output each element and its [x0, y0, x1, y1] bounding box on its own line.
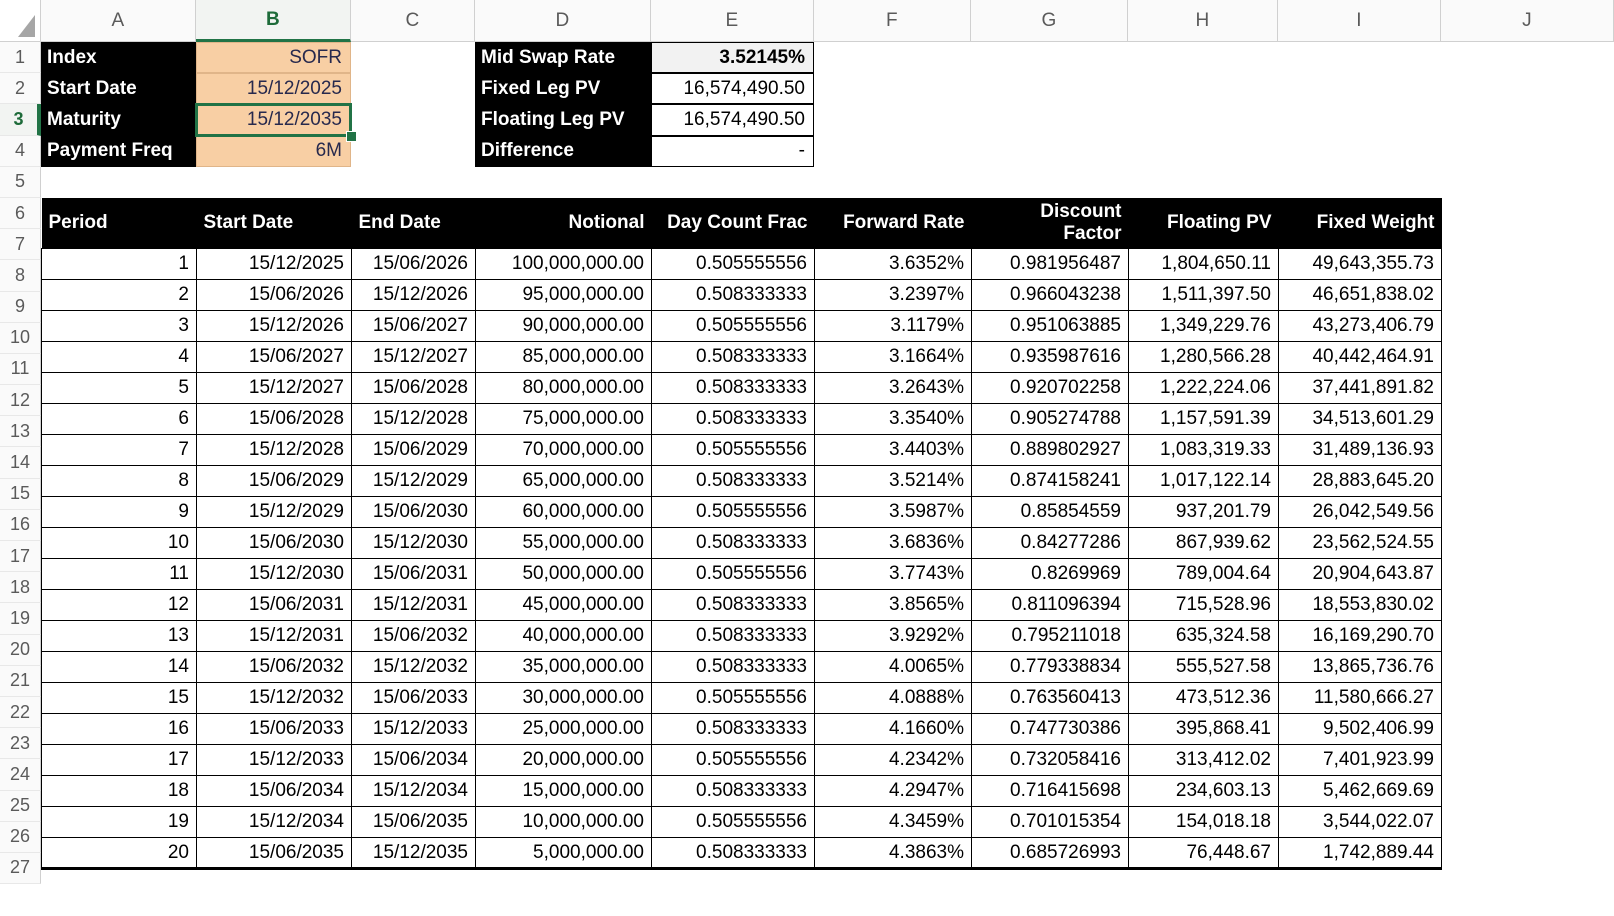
schedule-cell-r9-c1[interactable]: 9 — [42, 497, 197, 528]
schedule-cell-r12-c2[interactable]: 15/06/2031 — [197, 590, 352, 621]
schedule-cell-r19-c7[interactable]: 0.701015354 — [972, 807, 1129, 838]
schedule-cell-r19-c1[interactable]: 19 — [42, 807, 197, 838]
schedule-cell-r18-c8[interactable]: 234,603.13 — [1129, 776, 1279, 807]
schedule-cell-r18-c1[interactable]: 18 — [42, 776, 197, 807]
result-label-difference: Difference — [475, 136, 651, 167]
row-header-2[interactable]: 2 — [0, 73, 41, 104]
schedule-header-forward-rate: Forward Rate — [815, 198, 972, 249]
table-row[interactable] — [42, 280, 1442, 311]
schedule-cell-r20-c3[interactable]: 15/12/2035 — [352, 838, 476, 869]
table-row[interactable] — [42, 590, 1442, 621]
row-header-6[interactable]: 6 — [0, 198, 41, 229]
schedule-cell-r2-c1[interactable]: 2 — [42, 280, 197, 311]
column-header-i[interactable]: I — [1278, 0, 1441, 41]
table-row[interactable] — [42, 652, 1442, 683]
schedule-cell-r2-c3[interactable]: 15/12/2026 — [352, 280, 476, 311]
schedule-cell-r10-c4[interactable]: 55,000,000.00 — [476, 528, 652, 559]
schedule-cell-r2-c6[interactable]: 3.2397% — [815, 280, 972, 311]
schedule-cell-r3-c7[interactable]: 0.951063885 — [972, 311, 1129, 342]
schedule-header-day-count-frac: Day Count Frac — [652, 198, 815, 249]
schedule-cell-r5-c1[interactable]: 5 — [42, 373, 197, 404]
schedule-cell-r16-c2[interactable]: 15/06/2033 — [197, 714, 352, 745]
schedule-cell-r8-c5[interactable]: 0.508333333 — [652, 466, 815, 497]
schedule-cell-r13-c2[interactable]: 15/12/2031 — [197, 621, 352, 652]
schedule-cell-r20-c5[interactable]: 0.508333333 — [652, 838, 815, 869]
schedule-cell-r3-c4[interactable]: 90,000,000.00 — [476, 311, 652, 342]
schedule-cell-r4-c7[interactable]: 0.935987616 — [972, 342, 1129, 373]
schedule-cell-r13-c9[interactable]: 16,169,290.70 — [1279, 621, 1442, 652]
result-value-difference: - — [651, 136, 814, 167]
schedule-cell-r17-c4[interactable]: 20,000,000.00 — [476, 745, 652, 776]
table-row[interactable] — [42, 249, 1442, 280]
schedule-cell-r13-c4[interactable]: 40,000,000.00 — [476, 621, 652, 652]
schedule-cell-r18-c6[interactable]: 4.2947% — [815, 776, 972, 807]
schedule-cell-r2-c5[interactable]: 0.508333333 — [652, 280, 815, 311]
schedule-cell-r14-c1[interactable]: 14 — [42, 652, 197, 683]
schedule-cell-r4-c4[interactable]: 85,000,000.00 — [476, 342, 652, 373]
column-header-g[interactable]: G — [971, 0, 1128, 41]
result-value-floating-leg-pv: 16,574,490.50 — [651, 104, 814, 135]
schedule-cell-r5-c6[interactable]: 3.2643% — [815, 373, 972, 404]
schedule-cell-r7-c8[interactable]: 1,083,319.33 — [1129, 435, 1279, 466]
schedule-cell-r20-c9[interactable]: 1,742,889.44 — [1279, 838, 1442, 869]
row-header-7[interactable]: 7 — [0, 229, 41, 260]
column-header-b[interactable]: B — [196, 0, 351, 42]
schedule-cell-r14-c7[interactable]: 0.779338834 — [972, 652, 1129, 683]
schedule-cell-r15-c2[interactable]: 15/12/2032 — [197, 683, 352, 714]
schedule-cell-r6-c8[interactable]: 1,157,591.39 — [1129, 404, 1279, 435]
trade-input-index[interactable]: SOFR — [196, 42, 351, 73]
row-header-gutter — [0, 42, 41, 916]
row-header-26[interactable]: 26 — [0, 822, 41, 853]
trade-input-start-date[interactable]: 15/12/2025 — [196, 73, 351, 104]
schedule-cell-r17-c2[interactable]: 15/12/2033 — [197, 745, 352, 776]
row-header-19[interactable]: 19 — [0, 603, 41, 634]
schedule-cell-r16-c1[interactable]: 16 — [42, 714, 197, 745]
row-header-8[interactable]: 8 — [0, 260, 41, 291]
schedule-cell-r6-c7[interactable]: 0.905274788 — [972, 404, 1129, 435]
schedule-cell-r8-c1[interactable]: 8 — [42, 466, 197, 497]
schedule-cell-r13-c7[interactable]: 0.795211018 — [972, 621, 1129, 652]
table-row[interactable] — [42, 342, 1442, 373]
schedule-cell-r10-c2[interactable]: 15/06/2030 — [197, 528, 352, 559]
schedule-cell-r15-c6[interactable]: 4.0888% — [815, 683, 972, 714]
schedule-cell-r13-c3[interactable]: 15/06/2032 — [352, 621, 476, 652]
column-header-row — [0, 0, 1614, 42]
schedule-cell-r3-c3[interactable]: 15/06/2027 — [352, 311, 476, 342]
schedule-cell-r12-c8[interactable]: 715,528.96 — [1129, 590, 1279, 621]
schedule-cell-r6-c3[interactable]: 15/12/2028 — [352, 404, 476, 435]
row-header-24[interactable]: 24 — [0, 759, 41, 790]
schedule-cell-r18-c4[interactable]: 15,000,000.00 — [476, 776, 652, 807]
schedule-cell-r16-c4[interactable]: 25,000,000.00 — [476, 714, 652, 745]
table-row[interactable] — [42, 435, 1442, 466]
table-row[interactable] — [42, 714, 1442, 745]
schedule-cell-r11-c1[interactable]: 11 — [42, 559, 197, 590]
schedule-cell-r12-c3[interactable]: 15/12/2031 — [352, 590, 476, 621]
schedule-cell-r15-c8[interactable]: 473,512.36 — [1129, 683, 1279, 714]
schedule-cell-r7-c3[interactable]: 15/06/2029 — [352, 435, 476, 466]
schedule-cell-r5-c4[interactable]: 80,000,000.00 — [476, 373, 652, 404]
schedule-cell-r6-c5[interactable]: 0.508333333 — [652, 404, 815, 435]
schedule-cell-r19-c4[interactable]: 10,000,000.00 — [476, 807, 652, 838]
schedule-cell-r11-c7[interactable]: 0.8269969 — [972, 559, 1129, 590]
schedule-cell-r19-c6[interactable]: 4.3459% — [815, 807, 972, 838]
schedule-cell-r10-c7[interactable]: 0.84277286 — [972, 528, 1129, 559]
schedule-cell-r9-c4[interactable]: 60,000,000.00 — [476, 497, 652, 528]
schedule-cell-r1-c5[interactable]: 0.505555556 — [652, 249, 815, 280]
schedule-cell-r10-c5[interactable]: 0.508333333 — [652, 528, 815, 559]
schedule-cell-r3-c5[interactable]: 0.505555556 — [652, 311, 815, 342]
schedule-cell-r13-c1[interactable]: 13 — [42, 621, 197, 652]
schedule-header-notional: Notional — [476, 198, 652, 249]
schedule-cell-r18-c3[interactable]: 15/12/2034 — [352, 776, 476, 807]
row-header-13[interactable]: 13 — [0, 416, 41, 447]
schedule-cell-r1-c7[interactable]: 0.981956487 — [972, 249, 1129, 280]
schedule-cell-r16-c9[interactable]: 9,502,406.99 — [1279, 714, 1442, 745]
schedule-cell-r20-c7[interactable]: 0.685726993 — [972, 838, 1129, 869]
schedule-cell-r9-c8[interactable]: 937,201.79 — [1129, 497, 1279, 528]
schedule-cell-r10-c3[interactable]: 15/12/2030 — [352, 528, 476, 559]
schedule-cell-r17-c6[interactable]: 4.2342% — [815, 745, 972, 776]
schedule-cell-r15-c1[interactable]: 15 — [42, 683, 197, 714]
schedule-cell-r19-c9[interactable]: 3,544,022.07 — [1279, 807, 1442, 838]
select-all-triangle-icon — [18, 15, 35, 37]
schedule-cell-r6-c9[interactable]: 34,513,601.29 — [1279, 404, 1442, 435]
schedule-cell-r4-c2[interactable]: 15/06/2027 — [197, 342, 352, 373]
schedule-cell-r19-c5[interactable]: 0.505555556 — [652, 807, 815, 838]
schedule-cell-r12-c1[interactable]: 12 — [42, 590, 197, 621]
row-header-5[interactable]: 5 — [0, 167, 41, 198]
schedule-cell-r11-c2[interactable]: 15/12/2030 — [197, 559, 352, 590]
schedule-cell-r3-c9[interactable]: 43,273,406.79 — [1279, 311, 1442, 342]
schedule-cell-r8-c6[interactable]: 3.5214% — [815, 466, 972, 497]
schedule-cell-r6-c6[interactable]: 3.3540% — [815, 404, 972, 435]
schedule-cell-r5-c2[interactable]: 15/12/2027 — [197, 373, 352, 404]
row-header-9[interactable]: 9 — [0, 292, 41, 323]
schedule-cell-r16-c5[interactable]: 0.508333333 — [652, 714, 815, 745]
schedule-cell-r4-c9[interactable]: 40,442,464.91 — [1279, 342, 1442, 373]
row-header-21[interactable]: 21 — [0, 666, 41, 697]
schedule-cell-r20-c4[interactable]: 5,000,000.00 — [476, 838, 652, 869]
schedule-cell-r20-c1[interactable]: 20 — [42, 838, 197, 869]
row-header-12[interactable]: 12 — [0, 385, 41, 416]
schedule-cell-r7-c5[interactable]: 0.505555556 — [652, 435, 815, 466]
schedule-cell-r20-c8[interactable]: 76,448.67 — [1129, 838, 1279, 869]
schedule-cell-r1-c4[interactable]: 100,000,000.00 — [476, 249, 652, 280]
schedule-cell-r7-c6[interactable]: 3.4403% — [815, 435, 972, 466]
schedule-cell-r9-c7[interactable]: 0.85854559 — [972, 497, 1129, 528]
table-row[interactable] — [42, 497, 1442, 528]
schedule-cell-r4-c6[interactable]: 3.1664% — [815, 342, 972, 373]
row-header-1[interactable]: 1 — [0, 42, 41, 73]
schedule-cell-r15-c3[interactable]: 15/06/2033 — [352, 683, 476, 714]
schedule-cell-r8-c8[interactable]: 1,017,122.14 — [1129, 466, 1279, 497]
schedule-cell-r14-c2[interactable]: 15/06/2032 — [197, 652, 352, 683]
column-header-d[interactable]: D — [475, 0, 651, 41]
row-header-14[interactable]: 14 — [0, 447, 41, 478]
schedule-cell-r3-c6[interactable]: 3.1179% — [815, 311, 972, 342]
schedule-cell-r5-c5[interactable]: 0.508333333 — [652, 373, 815, 404]
schedule-cell-r1-c3[interactable]: 15/06/2026 — [352, 249, 476, 280]
schedule-cell-r9-c9[interactable]: 26,042,549.56 — [1279, 497, 1442, 528]
schedule-cell-r10-c1[interactable]: 10 — [42, 528, 197, 559]
column-header-e[interactable]: E — [651, 0, 814, 41]
schedule-cell-r14-c9[interactable]: 13,865,736.76 — [1279, 652, 1442, 683]
schedule-cell-r9-c3[interactable]: 15/06/2030 — [352, 497, 476, 528]
schedule-cell-r10-c8[interactable]: 867,939.62 — [1129, 528, 1279, 559]
row-header-11[interactable]: 11 — [0, 354, 41, 385]
table-row[interactable] — [42, 373, 1442, 404]
schedule-cell-r12-c5[interactable]: 0.508333333 — [652, 590, 815, 621]
schedule-cell-r2-c8[interactable]: 1,511,397.50 — [1129, 280, 1279, 311]
schedule-cell-r13-c6[interactable]: 3.9292% — [815, 621, 972, 652]
schedule-cell-r9-c5[interactable]: 0.505555556 — [652, 497, 815, 528]
result-label-fixed-leg-pv: Fixed Leg PV — [475, 73, 651, 104]
row-header-16[interactable]: 16 — [0, 510, 41, 541]
schedule-cell-r5-c9[interactable]: 37,441,891.82 — [1279, 373, 1442, 404]
table-row[interactable] — [42, 311, 1442, 342]
result-value-mid-swap-rate: 3.52145% — [651, 42, 814, 73]
row-header-17[interactable]: 17 — [0, 541, 41, 572]
schedule-cell-r8-c9[interactable]: 28,883,645.20 — [1279, 466, 1442, 497]
schedule-cell-r2-c7[interactable]: 0.966043238 — [972, 280, 1129, 311]
schedule-cell-r17-c9[interactable]: 7,401,923.99 — [1279, 745, 1442, 776]
schedule-cell-r4-c3[interactable]: 15/12/2027 — [352, 342, 476, 373]
row-header-15[interactable]: 15 — [0, 479, 41, 510]
schedule-cell-r18-c5[interactable]: 0.508333333 — [652, 776, 815, 807]
schedule-cell-r1-c8[interactable]: 1,804,650.11 — [1129, 249, 1279, 280]
row-header-18[interactable]: 18 — [0, 572, 41, 603]
result-label-floating-leg-pv: Floating Leg PV — [475, 104, 651, 135]
schedule-cell-r4-c8[interactable]: 1,280,566.28 — [1129, 342, 1279, 373]
schedule-cell-r12-c4[interactable]: 45,000,000.00 — [476, 590, 652, 621]
schedule-cell-r10-c6[interactable]: 3.6836% — [815, 528, 972, 559]
schedule-header-start-date: Start Date — [197, 198, 352, 249]
row-header-22[interactable]: 22 — [0, 697, 41, 728]
schedule-cell-r17-c1[interactable]: 17 — [42, 745, 197, 776]
trade-label-payment-freq: Payment Freq — [41, 136, 196, 167]
row-header-10[interactable]: 10 — [0, 323, 41, 354]
schedule-cell-r8-c2[interactable]: 15/06/2029 — [197, 466, 352, 497]
schedule-cell-r11-c3[interactable]: 15/06/2031 — [352, 559, 476, 590]
schedule-cell-r15-c4[interactable]: 30,000,000.00 — [476, 683, 652, 714]
schedule-cell-r20-c6[interactable]: 4.3863% — [815, 838, 972, 869]
table-row[interactable] — [42, 807, 1442, 838]
schedule-cell-r15-c5[interactable]: 0.505555556 — [652, 683, 815, 714]
schedule-cell-r11-c4[interactable]: 50,000,000.00 — [476, 559, 652, 590]
schedule-cell-r17-c8[interactable]: 313,412.02 — [1129, 745, 1279, 776]
table-row[interactable] — [42, 745, 1442, 776]
schedule-cell-r3-c2[interactable]: 15/12/2026 — [197, 311, 352, 342]
schedule-cell-r7-c4[interactable]: 70,000,000.00 — [476, 435, 652, 466]
schedule-cell-r6-c4[interactable]: 75,000,000.00 — [476, 404, 652, 435]
row-header-23[interactable]: 23 — [0, 728, 41, 759]
schedule-cell-r6-c2[interactable]: 15/06/2028 — [197, 404, 352, 435]
schedule-cell-r3-c1[interactable]: 3 — [42, 311, 197, 342]
schedule-cell-r16-c3[interactable]: 15/12/2033 — [352, 714, 476, 745]
schedule-cell-r16-c7[interactable]: 0.747730386 — [972, 714, 1129, 745]
schedule-cell-r15-c7[interactable]: 0.763560413 — [972, 683, 1129, 714]
schedule-cell-r4-c5[interactable]: 0.508333333 — [652, 342, 815, 373]
schedule-cell-r19-c8[interactable]: 154,018.18 — [1129, 807, 1279, 838]
trade-label-maturity: Maturity — [41, 104, 196, 135]
schedule-cell-r6-c1[interactable]: 6 — [42, 404, 197, 435]
schedule-cell-r11-c6[interactable]: 3.7743% — [815, 559, 972, 590]
schedule-cell-r7-c7[interactable]: 0.889802927 — [972, 435, 1129, 466]
schedule-cell-r9-c6[interactable]: 3.5987% — [815, 497, 972, 528]
schedule-cell-r8-c4[interactable]: 65,000,000.00 — [476, 466, 652, 497]
schedule-cell-r5-c3[interactable]: 15/06/2028 — [352, 373, 476, 404]
schedule-cell-r4-c1[interactable]: 4 — [42, 342, 197, 373]
table-row[interactable] — [42, 466, 1442, 497]
schedule-cell-r18-c9[interactable]: 5,462,669.69 — [1279, 776, 1442, 807]
schedule-cell-r2-c2[interactable]: 15/06/2026 — [197, 280, 352, 311]
select-all-corner[interactable] — [0, 0, 41, 41]
schedule-cell-r12-c9[interactable]: 18,553,830.02 — [1279, 590, 1442, 621]
trade-input-payment-freq[interactable]: 6M — [196, 136, 351, 167]
schedule-cell-r1-c1[interactable]: 1 — [42, 249, 197, 280]
schedule-cell-r19-c3[interactable]: 15/06/2035 — [352, 807, 476, 838]
schedule-cell-r12-c7[interactable]: 0.811096394 — [972, 590, 1129, 621]
schedule-cell-r9-c2[interactable]: 15/12/2029 — [197, 497, 352, 528]
schedule-cell-r11-c5[interactable]: 0.505555556 — [652, 559, 815, 590]
schedule-cell-r2-c9[interactable]: 46,651,838.02 — [1279, 280, 1442, 311]
schedule-cell-r1-c6[interactable]: 3.6352% — [815, 249, 972, 280]
column-header-a[interactable]: A — [41, 0, 196, 41]
schedule-header-discount-factor: Discount Factor — [972, 198, 1129, 249]
schedule-cell-r1-c9[interactable]: 49,643,355.73 — [1279, 249, 1442, 280]
schedule-cell-r10-c9[interactable]: 23,562,524.55 — [1279, 528, 1442, 559]
trade-input-maturity[interactable]: 15/12/2035 — [196, 104, 351, 135]
row-header-27[interactable]: 27 — [0, 853, 41, 884]
schedule-cell-r14-c8[interactable]: 555,527.58 — [1129, 652, 1279, 683]
schedule-cell-r16-c6[interactable]: 4.1660% — [815, 714, 972, 745]
schedule-cell-r17-c3[interactable]: 15/06/2034 — [352, 745, 476, 776]
schedule-cell-r13-c5[interactable]: 0.508333333 — [652, 621, 815, 652]
schedule-cell-r1-c2[interactable]: 15/12/2025 — [197, 249, 352, 280]
schedule-cell-r11-c9[interactable]: 20,904,643.87 — [1279, 559, 1442, 590]
cashflow-schedule-table[interactable] — [41, 198, 1442, 870]
schedule-cell-r18-c2[interactable]: 15/06/2034 — [197, 776, 352, 807]
table-row[interactable] — [42, 559, 1442, 590]
row-header-20[interactable]: 20 — [0, 635, 41, 666]
schedule-cell-r2-c4[interactable]: 95,000,000.00 — [476, 280, 652, 311]
schedule-cell-r7-c9[interactable]: 31,489,136.93 — [1279, 435, 1442, 466]
schedule-cell-r17-c7[interactable]: 0.732058416 — [972, 745, 1129, 776]
schedule-cell-r19-c2[interactable]: 15/12/2034 — [197, 807, 352, 838]
schedule-cell-r8-c3[interactable]: 15/12/2029 — [352, 466, 476, 497]
schedule-cell-r14-c5[interactable]: 0.508333333 — [652, 652, 815, 683]
schedule-cell-r7-c1[interactable]: 7 — [42, 435, 197, 466]
table-row[interactable] — [42, 838, 1442, 869]
trade-label-index: Index — [41, 42, 196, 73]
schedule-cell-r14-c3[interactable]: 15/12/2032 — [352, 652, 476, 683]
row-header-3[interactable]: 3 — [0, 104, 41, 135]
schedule-cell-r14-c4[interactable]: 35,000,000.00 — [476, 652, 652, 683]
schedule-header-end-date: End Date — [352, 198, 476, 249]
schedule-header-fixed-weight: Fixed Weight — [1279, 198, 1442, 249]
cell-grid[interactable] — [41, 42, 1614, 916]
schedule-cell-r13-c8[interactable]: 635,324.58 — [1129, 621, 1279, 652]
schedule-header-row — [42, 198, 1442, 249]
schedule-cell-r15-c9[interactable]: 11,580,666.27 — [1279, 683, 1442, 714]
schedule-cell-r20-c2[interactable]: 15/06/2035 — [197, 838, 352, 869]
column-header-f[interactable]: F — [814, 0, 971, 41]
trade-label-start-date: Start Date — [41, 73, 196, 104]
column-header-j[interactable]: J — [1441, 0, 1614, 41]
table-row[interactable] — [42, 621, 1442, 652]
column-header-h[interactable]: H — [1128, 0, 1278, 41]
schedule-cell-r5-c7[interactable]: 0.920702258 — [972, 373, 1129, 404]
fill-handle[interactable] — [346, 131, 357, 142]
table-row[interactable] — [42, 683, 1442, 714]
schedule-cell-r18-c7[interactable]: 0.716415698 — [972, 776, 1129, 807]
schedule-header-floating-pv: Floating PV — [1129, 198, 1279, 249]
schedule-cell-r17-c5[interactable]: 0.505555556 — [652, 745, 815, 776]
schedule-cell-r5-c8[interactable]: 1,222,224.06 — [1129, 373, 1279, 404]
schedule-cell-r8-c7[interactable]: 0.874158241 — [972, 466, 1129, 497]
schedule-cell-r7-c2[interactable]: 15/12/2028 — [197, 435, 352, 466]
schedule-cell-r3-c8[interactable]: 1,349,229.76 — [1129, 311, 1279, 342]
column-header-c[interactable]: C — [351, 0, 475, 41]
result-label-mid-swap-rate: Mid Swap Rate — [475, 42, 651, 73]
row-header-4[interactable]: 4 — [0, 136, 41, 167]
schedule-header-period: Period — [42, 198, 197, 249]
schedule-cell-r11-c8[interactable]: 789,004.64 — [1129, 559, 1279, 590]
table-row[interactable] — [42, 776, 1442, 807]
row-header-25[interactable]: 25 — [0, 791, 41, 822]
schedule-cell-r16-c8[interactable]: 395,868.41 — [1129, 714, 1279, 745]
schedule-cell-r14-c6[interactable]: 4.0065% — [815, 652, 972, 683]
table-row[interactable] — [42, 404, 1442, 435]
schedule-cell-r12-c6[interactable]: 3.8565% — [815, 590, 972, 621]
table-row[interactable] — [42, 528, 1442, 559]
result-value-fixed-leg-pv: 16,574,490.50 — [651, 73, 814, 104]
